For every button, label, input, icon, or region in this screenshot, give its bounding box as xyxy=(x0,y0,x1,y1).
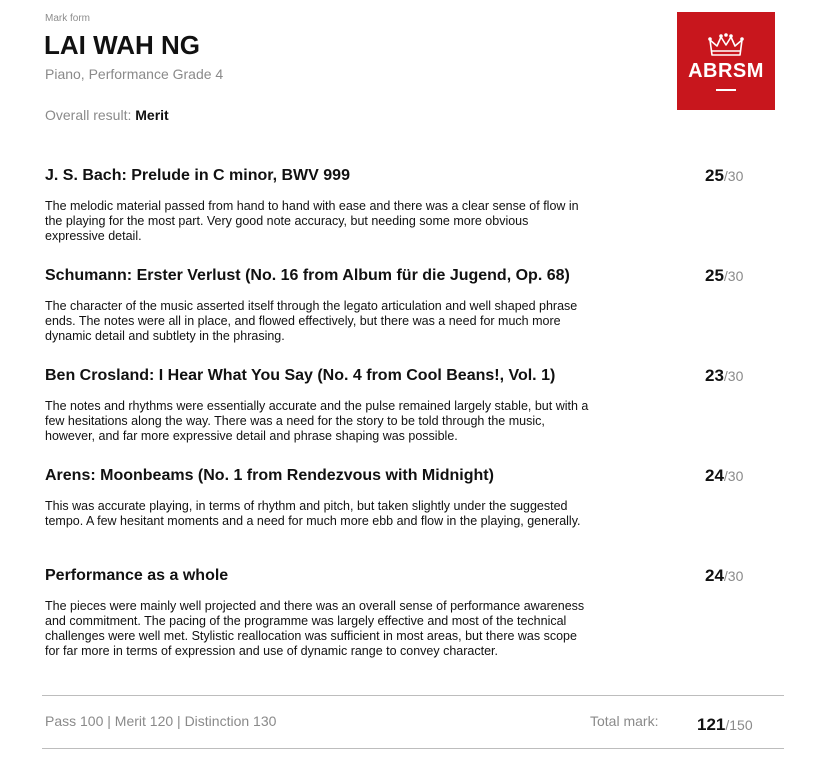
total-mark-out-of: /150 xyxy=(725,717,753,733)
subject-line: Piano, Performance Grade 4 xyxy=(45,66,224,82)
performance-section xyxy=(45,566,785,659)
piece-mark: 25 xyxy=(705,166,724,185)
overall-result-label: Overall result: xyxy=(45,107,132,123)
mark-form-label: Mark form xyxy=(45,13,90,24)
piece-comment: The melodic material passed from hand to hand with ease and there was a clear sense of flow in the playing for the most part. Very good note accuracy, but needing some more obvious expressive detail. xyxy=(45,199,579,243)
footer-top-divider xyxy=(42,695,784,696)
piece-section xyxy=(45,166,785,244)
piece-comment: The character of the music asserted itself through the legato articulation and well shaped phrase ends. The notes were all in place, and flowed effectively, but there was a need for much more dynamic detail and subtlety in the phrasing. xyxy=(45,299,578,343)
performance-out-of: /30 xyxy=(723,568,744,584)
piece-mark: 24 xyxy=(705,466,724,485)
logo-text: ABRSM xyxy=(688,60,764,82)
piece-score xyxy=(705,466,743,486)
performance-mark: 24 xyxy=(705,566,724,585)
piece-title: J. S. Bach: Prelude in C minor, BWV 999 xyxy=(45,167,350,184)
piece-section xyxy=(45,466,785,529)
piece-out-of: /30 xyxy=(723,468,744,484)
piece-comment: This was accurate playing, in terms of rhythm and pitch, but taken slightly under the suggested tempo. A few hesitant moments and a need for much more ebb and flow in the playing, generally. xyxy=(45,499,581,528)
grade-thresholds: Pass 100 | Merit 120 | Distinction 130 xyxy=(45,713,277,729)
performance-score xyxy=(705,566,743,586)
total-mark-value: 121 xyxy=(697,715,726,734)
candidate-name: LAI WAH NG xyxy=(44,30,200,60)
total-mark xyxy=(697,715,753,735)
total-mark-label: Total mark: xyxy=(590,713,659,729)
piece-mark: 23 xyxy=(705,366,724,385)
abrsm-logo xyxy=(677,12,775,110)
piece-section xyxy=(45,366,785,444)
piece-title: Schumann: Erster Verlust (No. 16 from Album für die Jugend, Op. 68) xyxy=(45,267,570,284)
piece-title: Arens: Moonbeams (No. 1 from Rendezvous with Midnight) xyxy=(45,467,494,484)
footer-bottom-divider xyxy=(42,748,784,749)
performance-comment: The pieces were mainly well projected and there was an overall sense of performance awareness and commitment. The pacing of the programme was largely effective and most of the technical challenges were well met. Stylistic reallocation was sufficient in most areas, but there was scope for far more in terms of expression and use of dynamic range to convey character. xyxy=(45,599,585,658)
piece-out-of: /30 xyxy=(723,168,744,184)
piece-section xyxy=(45,266,785,344)
overall-result xyxy=(45,107,169,123)
overall-result-value: Merit xyxy=(135,107,169,123)
piece-title: Ben Crosland: I Hear What You Say (No. 4 from Cool Beans!, Vol. 1) xyxy=(45,367,556,384)
piece-score xyxy=(705,366,743,386)
piece-score xyxy=(705,166,743,186)
performance-title: Performance as a whole xyxy=(45,567,229,584)
piece-comment: The notes and rhythms were essentially accurate and the pulse remained largely stable, but with a few hesitations along the way. There was a need for the story to be told through the music, however, and far more expressive detail and phrase shaping was possible. xyxy=(45,399,589,443)
piece-score xyxy=(705,266,743,286)
piece-out-of: /30 xyxy=(723,268,744,284)
piece-mark: 25 xyxy=(705,266,724,285)
piece-out-of: /30 xyxy=(723,368,744,384)
